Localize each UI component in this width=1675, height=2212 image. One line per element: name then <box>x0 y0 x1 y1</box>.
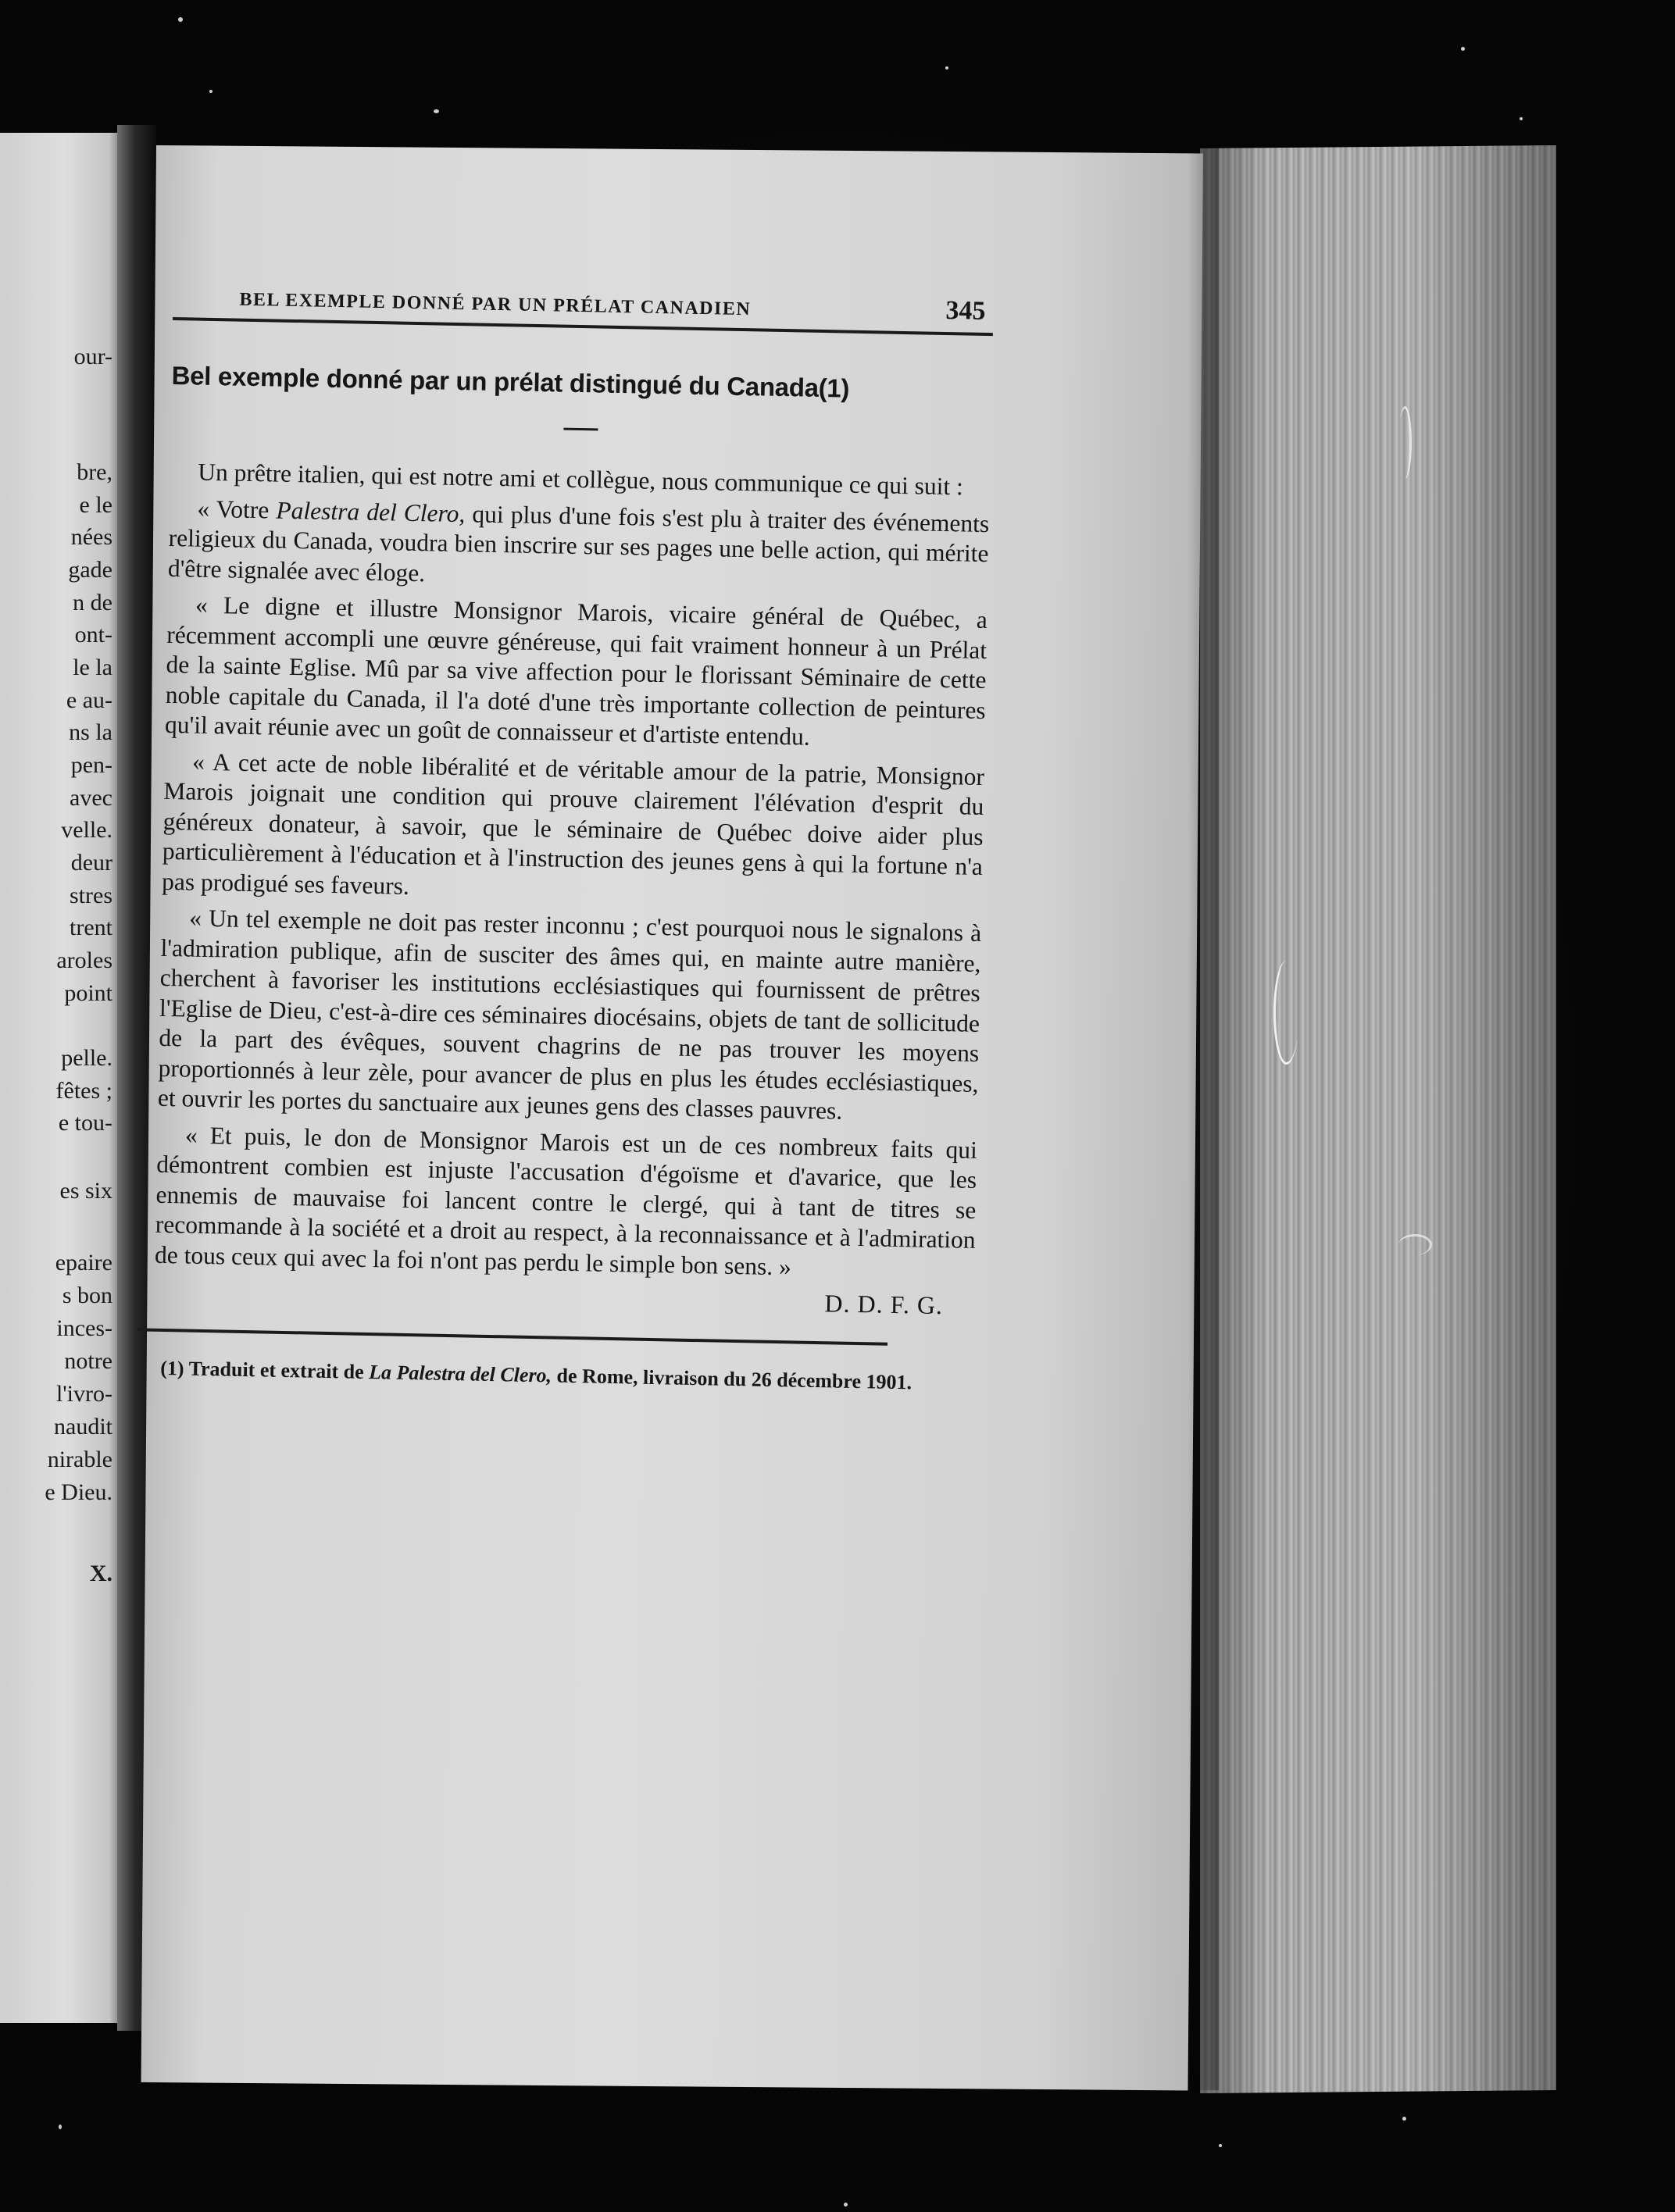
left-line-fragment: ont- <box>74 622 112 648</box>
left-line-fragment: fêtes ; <box>55 1078 112 1104</box>
paragraph-intro: Un prêtre italien, qui est notre ami et collègue, nous communique ce qui suit : <box>197 458 964 501</box>
paragraph-text: qui plus d'une fois s'est plu à traiter des événements religieux du Canada, voudra bien inscrire sur ses pages une belle action, qui mérite d'être signalée avec éloge. <box>167 499 990 587</box>
author-signature: D. D. F. G. <box>824 1289 944 1320</box>
left-line-fragment: nées <box>70 524 112 550</box>
left-line-fragment: pen- <box>70 752 112 778</box>
dust-speck <box>945 66 948 70</box>
article-body <box>155 457 991 1286</box>
left-line-fragment: e Dieu. <box>45 1479 112 1505</box>
title-separator-dash <box>563 428 598 431</box>
left-line-fragment: aroles <box>56 947 112 973</box>
dust-speck <box>1520 117 1523 120</box>
left-line-fragment: X. <box>89 1561 112 1586</box>
paragraph-text: « Votre <box>197 494 277 524</box>
page-number: 345 <box>945 295 986 326</box>
footnote-journal-italic: La Palestra del Clero, <box>368 1361 552 1387</box>
left-line-fragment: s bon <box>62 1283 112 1308</box>
left-line-fragment: notre <box>64 1348 112 1374</box>
left-line-fragment: n de <box>73 590 112 615</box>
left-line-fragment: le la <box>73 655 112 680</box>
left-line-fragment: l'ivro- <box>55 1381 112 1407</box>
dust-speck <box>209 90 212 93</box>
left-line-fragment: e tou- <box>58 1110 112 1136</box>
left-line-fragment: deur <box>70 850 112 876</box>
left-line-fragment: inces- <box>56 1315 112 1341</box>
book-page-edges-shading <box>1200 145 1556 2093</box>
left-line-fragment: trent <box>70 915 112 940</box>
left-line-fragment: naudit <box>54 1414 112 1440</box>
paragraph-conclusion: « Et puis, le don de Monsignor Marois est un de ces nombreux faits qui démontrent combien est injuste l'accusation d'égoïsme et d'avarice, que les ennemis de mauvaise foi lancent contre le clergé, qui à tant de titres se recommande à la société et a droit au respect, à la reconnaissance et à l'admiration de tous ceux qui avec la foi n'ont pas perdu le simple bon sens. » <box>154 1120 978 1280</box>
dust-speck <box>844 2203 848 2207</box>
film-scratch <box>1273 961 1299 1065</box>
left-line-fragment: e le <box>79 492 112 518</box>
paragraph-example: « Un tel exemple ne doit pas rester inconnu ; c'est pourquoi nous le signalons à l'admiration publique, afin de susciter des âmes qui, en mainte autre manière, cherchent à favoriser les institutions ecclésiastiques qui fournissent de prêtres l'Eglise de Dieu, c'est-à-dire ces séminaires diocésains, objets de tant de sollicitude de la part des évêques, souvent chagrins de ne pas trouver les moyens proportionnés à leur zèle, pour avancer de plus en plus les études ecclésiastiques, et ouvrir les portes du sanctuaire aux jeunes gens des classes pauvres. <box>157 904 982 1125</box>
left-line-fragment: gade <box>68 557 112 583</box>
footnote-text: (1) Traduit et extrait de <box>160 1356 370 1384</box>
article-title: Bel exemple donné par un prélat distingué du Canada(1) <box>171 360 850 403</box>
film-scratch <box>1398 1234 1432 1255</box>
paragraph-condition: « A cet acte de noble libéralité et de véritable amour de la patrie, Monsignor Marois joignait une condition qui prouve clairement l'élévation d'esprit du généreux donateur, à savoir, que le séminaire de Québec doive aider plus particulièrement à l'éducation et à l'instruction des jeunes gens à qui la fortune n'a pas prodigué ses faveurs. <box>161 747 985 900</box>
page-text-block <box>152 281 994 1397</box>
page-edge-shadow <box>1188 145 1219 2090</box>
dust-speck <box>1402 2117 1406 2121</box>
left-line-fragment: es six <box>59 1178 112 1204</box>
left-line-fragment: our- <box>73 344 112 369</box>
left-line-fragment: nirable <box>47 1447 112 1472</box>
left-facing-page <box>0 133 119 2023</box>
left-line-fragment: bre, <box>77 459 112 485</box>
dust-speck <box>1219 2144 1222 2147</box>
journal-title-italic: Palestra del Clero, <box>276 496 466 527</box>
left-line-fragment: ns la <box>69 719 112 745</box>
left-line-fragment: stres <box>70 883 112 908</box>
left-line-fragment: epaire <box>55 1250 112 1275</box>
left-line-fragment: avec <box>70 785 112 811</box>
left-line-fragment: point <box>64 980 112 1006</box>
left-line-fragment: velle. <box>61 817 112 843</box>
left-line-fragment: pelle. <box>61 1045 112 1071</box>
film-scratch <box>1398 406 1412 479</box>
footnote-rule <box>138 1328 888 1345</box>
running-head-title: BEL EXEMPLE DONNÉ PAR UN PRÉLAT CANADIEN <box>239 289 752 320</box>
dust-speck <box>178 17 183 22</box>
paragraph-palestra <box>168 493 990 599</box>
left-line-fragment: e au- <box>66 687 112 713</box>
dust-speck <box>434 109 439 113</box>
dust-speck <box>1461 47 1465 51</box>
paragraph-marois: « Le digne et illustre Monsignor Marois, vicaire général de Québec, a récemment accompli une œuvre généreuse, qui fait vraiment honneur à un Prélat de la sainte Eglise. Mû par sa vive affection pour le florissant Séminaire de cette noble capitale du Canada, il l'a doté d'une très importante collection de peintures qu'il avait réunie avec un goût de connaisseur et d'artiste entendu. <box>164 590 988 751</box>
footnote-text: de Rome, livraison du 26 décembre 1901. <box>551 1364 912 1394</box>
dust-speck <box>59 2125 62 2129</box>
